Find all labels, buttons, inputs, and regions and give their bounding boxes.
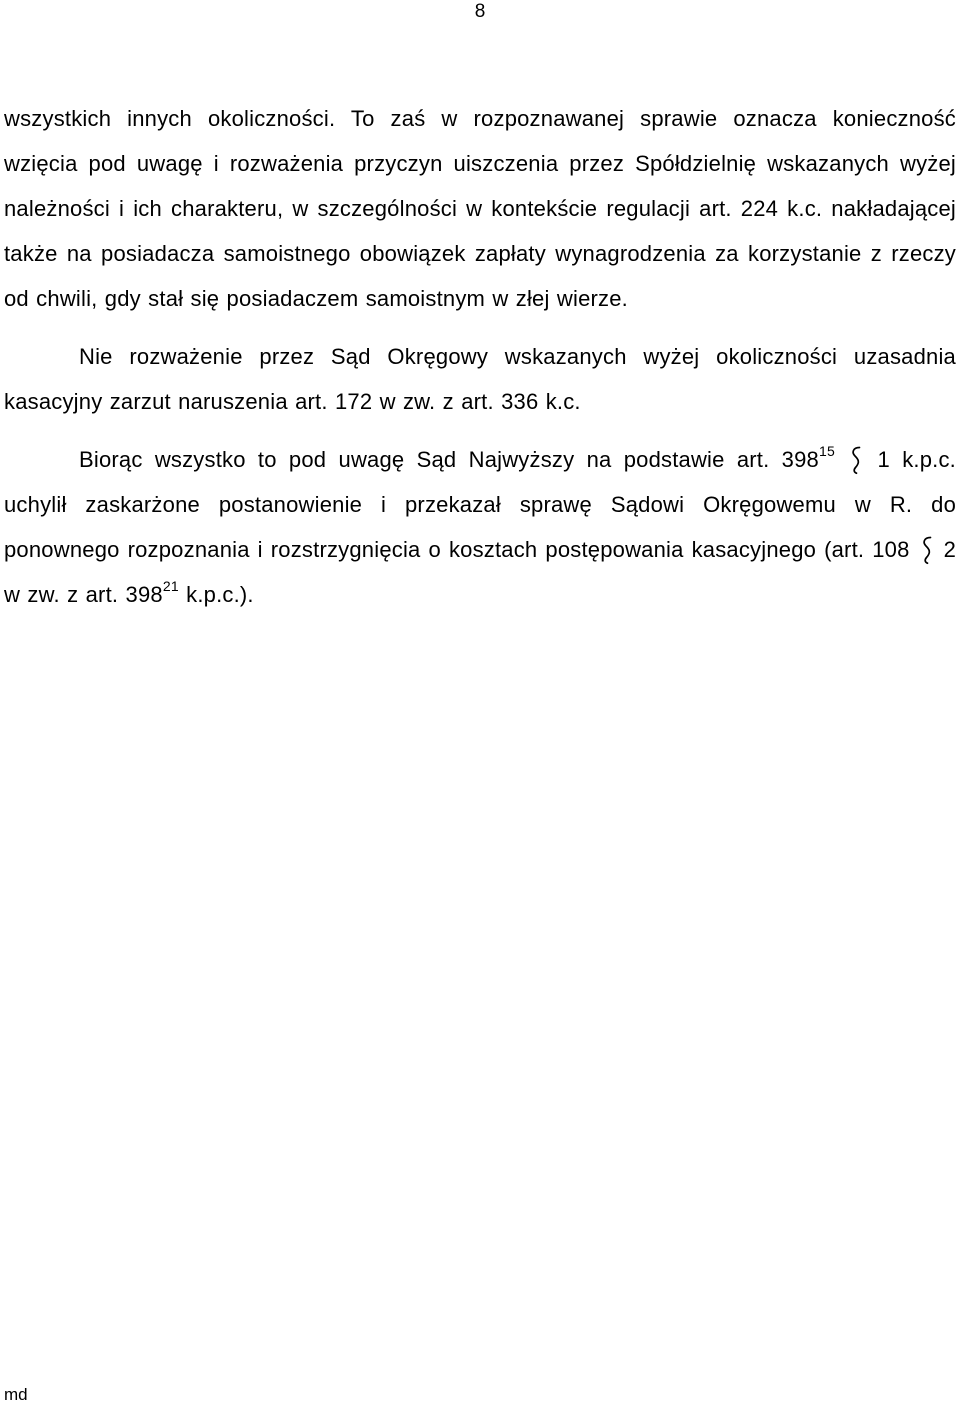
superscript-15: 15: [819, 442, 835, 459]
section-sign-icon: [849, 445, 863, 475]
footer-initials: md: [4, 1385, 28, 1404]
paragraph-1: wszystkich innych okoliczności. To zaś w rozpoznawanej sprawie oznacza konieczność wzięcia pod uwagę i rozważenia przyczyn uiszczenia przez Spółdzielnię wskazanych wyżej należności i ich charakteru, w szczególności w kontekście regulacji art. 224 k.c. nakładającej także na posiadacza samoistnego obowiązek zapłaty wynagrodzenia za korzystanie z rzeczy od chwili, gdy stał się posiadaczem samoistnym w złej wierze.: [4, 106, 956, 311]
paragraph-3-text-d: k.p.c.).: [186, 582, 254, 607]
page-number: 8: [474, 1, 486, 22]
paragraph-3-text-b: 1 k.p.c. uchylił zaskarżone postanowienie i przekazał sprawę Sądowi Okręgowemu w R. do ponownego rozpoznania i rozstrzygnięcia o kosztach postępowania kasacyjnego (art. 108: [4, 447, 956, 562]
superscript-21: 21: [162, 577, 179, 594]
paragraph-3-text-a: Biorąc wszystko to pod uwagę Sąd Najwyższy na podstawie art. 398: [79, 447, 819, 472]
document-body: [4, 96, 956, 617]
paragraph-3: [4, 437, 956, 617]
section-sign-icon: [920, 535, 934, 565]
paragraph-3-text-c: 2 w zw. z art. 398: [4, 537, 956, 607]
paragraph-2: Nie rozważenie przez Sąd Okręgowy wskazanych wyżej okoliczności uzasadnia kasacyjny zarzut naruszenia art. 172 w zw. z art. 336 k.c.: [4, 344, 956, 414]
